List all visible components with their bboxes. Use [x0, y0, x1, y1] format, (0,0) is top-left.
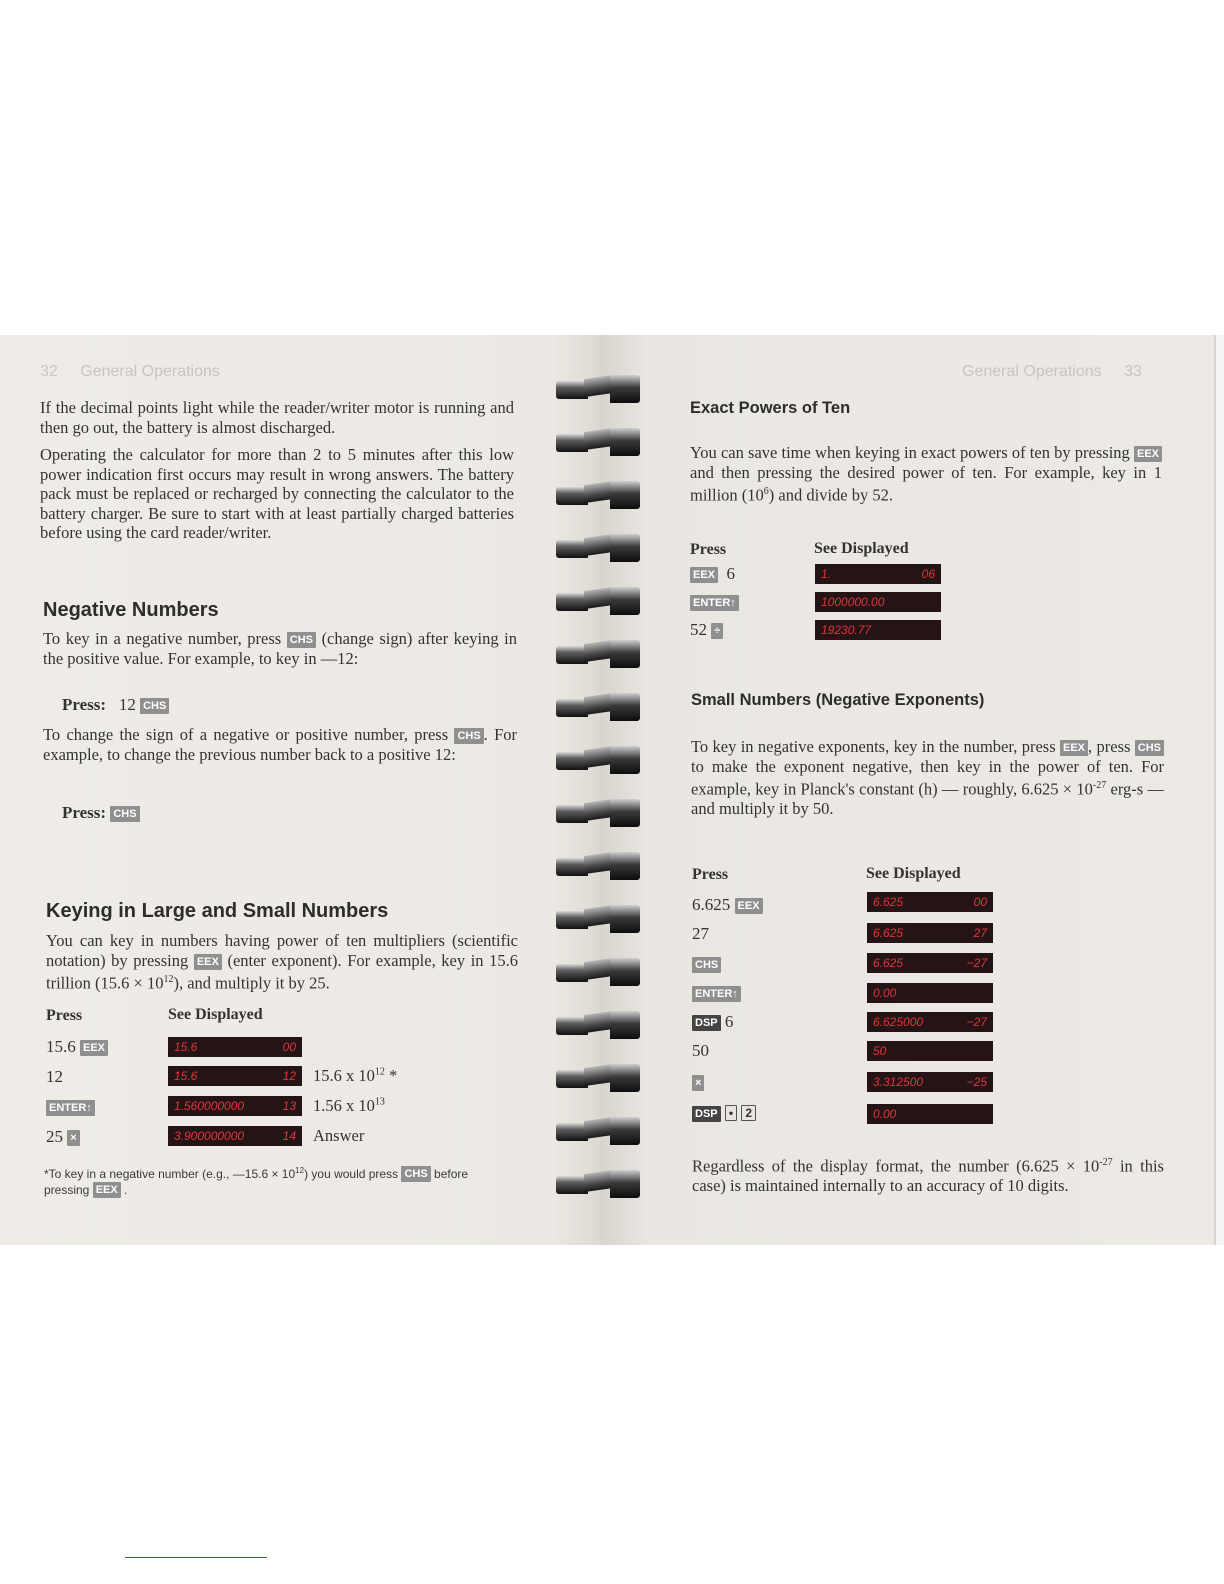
battery-paragraph-2: Operating the calculator for more than 2 to 5 minutes after this low power indication first occurs may result in wrong answers. The battery pack must be replaced or recharged by connecting the calculator to the battery charger. Be sure to start with at least partially charged batteries before using the card reader/writer.	[40, 445, 514, 542]
chs-key: CHS	[401, 1166, 430, 1182]
multiply-key: ×	[692, 1075, 704, 1091]
negative-paragraph-1: To key in a negative number, press CHS (change sign) after keying in the positive value. For example, to key in —12:	[43, 629, 517, 668]
spiral-coil	[556, 905, 642, 935]
eex-key: EEX	[1134, 446, 1162, 462]
calculator-display: 6.625 00	[867, 892, 993, 912]
spiral-coil	[556, 1011, 642, 1041]
row-note: 15.6 x $10^{12}$ *	[313, 1066, 398, 1085]
chs-key: CHS	[140, 698, 169, 714]
spiral-coil	[556, 1170, 642, 1200]
chs-key: CHS	[692, 957, 721, 973]
spiral-coil	[556, 799, 642, 829]
calculator-display: 1. 06	[815, 564, 941, 584]
press-example-1: Press: 12 CHS	[62, 695, 169, 715]
left-running-head	[40, 363, 220, 381]
eex-key: EEX	[194, 954, 222, 970]
eex-key: EEX	[690, 567, 718, 583]
column-header-press: Press	[692, 866, 729, 883]
multiply-key: ×	[67, 1130, 79, 1146]
enter-key: ENTER↑	[690, 595, 739, 611]
left-page: 32 General Operations If the decimal points light while the reader/writer motor is running and then go out, the battery is almost discharged. Operating the calculator for more than 2 to 5 minutes after this low power indication first occurs may result in wrong answers. The battery pack must be replaced or recharged by connecting the calculator to the battery charger. Be sure to start with at least partially charged batteries before using the card reader/writer. Negative Numbers To key in a negative number, press CHS (change sign) after keying in the positive value. For example, to key in —12: Press: 12 CHS To change the sign of a negative or positive number, press CHS . For example, to change the previous number back to a positive 12: Press: CHS Keying in Large and Small Numbers You can key in numbers having power of ten multipliers (scientific notation) by pressing EEX (enter exponent). For example, key in 15.6 trillion $(15.6 \times 10^{12})$, and multiply it by 25. Press See Displayed 15.6 EEX 15.6 00 12 15.6 12 15.6 x $10^{12}$ * ENTER↑ 1.560000000 13 1.56 x $10^{13}$ 25 × 3.900000000 14 Answer *To key in a negative number (e.g., —15.6 × $10^{12}$) you would press CHS before pressing EEX .	[0, 335, 600, 1245]
running-head-text: General Operations	[80, 363, 220, 380]
eex-key: EEX	[80, 1040, 108, 1056]
dsp-key: DSP	[692, 1106, 721, 1122]
small-numbers-paragraph: To key in negative exponents, key in the number, press EEX , press CHS to make the exponent negative, then key in the power of ten. For example, key in Planck's constant (h) — roughly, $6.625 \times 10^{-27}$ erg-s — and multiply it by 50.	[691, 737, 1165, 818]
dsp-key: DSP	[692, 1015, 721, 1031]
calculator-display: 0.00	[867, 983, 993, 1003]
chs-key: CHS	[287, 632, 316, 648]
spiral-coil	[556, 587, 642, 617]
closing-paragraph: Regardless of the display format, the number ($6.625 \times 10^{-27}$ in this case) is maintained internally to an accuracy of 10 digits.	[692, 1156, 1164, 1195]
enter-key: ENTER↑	[46, 1100, 95, 1116]
calculator-display: 1000000.00	[815, 592, 941, 612]
calculator-display: 6.625000 −27	[867, 1012, 993, 1032]
chs-key: CHS	[110, 806, 139, 822]
digit-2-key: 2	[741, 1105, 756, 1121]
large-small-paragraph: You can key in numbers having power of ten multipliers (scientific notation) by pressing EEX (enter exponent). For example, key in 15.6 trillion $(15.6 \times 10^{12})$, and multiply it by 25.	[46, 931, 519, 993]
spiral-coil	[556, 534, 642, 564]
column-header-display: See Displayed	[168, 1006, 263, 1023]
book-spread	[0, 335, 1224, 1245]
section-heading-small-numbers: Small Numbers (Negative Exponents)	[691, 691, 985, 709]
spiral-coil	[556, 375, 642, 405]
calculator-display: 19230.77	[815, 620, 941, 640]
spiral-coil	[556, 481, 642, 511]
row-note: Answer	[313, 1126, 365, 1145]
calculator-display: 6.625 −27	[867, 953, 993, 973]
right-running-head	[962, 363, 1142, 381]
page-edge	[1214, 335, 1224, 1245]
section-heading-exact-powers: Exact Powers of Ten	[690, 399, 851, 417]
spiral-coil	[556, 693, 642, 723]
battery-paragraph-1: If the decimal points light while the reader/writer motor is running and then go out, the battery is almost discharged.	[40, 398, 514, 437]
calculator-display: 3.900000000 14	[168, 1126, 302, 1146]
exact-powers-paragraph: You can save time when keying in exact powers of ten by pressing EEX and then pressing the desired power of ten. For example, key in 1 million $(10^6)$ and divide by 52.	[690, 443, 1162, 505]
calculator-display: 15.6 12	[168, 1066, 302, 1086]
column-header-display: See Displayed	[866, 865, 961, 882]
enter-key: ENTER↑	[692, 986, 741, 1002]
row-note: 1.56 x $10^{13}$	[313, 1096, 385, 1115]
calculator-display: 3.312500 −25	[867, 1072, 993, 1092]
column-header-press: Press	[690, 541, 727, 558]
spiral-coil	[556, 428, 642, 458]
calculator-display: 6.625 27	[867, 923, 993, 943]
eex-key: EEX	[93, 1182, 121, 1198]
spiral-coil	[556, 958, 642, 988]
hyperlink-underline[interactable]	[125, 1557, 267, 1558]
page-number: 33	[1124, 363, 1142, 380]
divide-key: ÷	[711, 623, 723, 639]
calculator-display: 15.6 00	[168, 1037, 302, 1057]
eex-key: EEX	[1060, 740, 1088, 756]
negative-paragraph-2: To change the sign of a negative or positive number, press CHS . For example, to change the previous number back to a positive 12:	[43, 725, 518, 764]
press-example-2: Press: CHS	[62, 803, 140, 823]
spiral-coil	[556, 852, 642, 882]
calculator-display: 0.00	[867, 1104, 993, 1124]
spiral-coil	[556, 1117, 642, 1147]
column-header-display: See Displayed	[814, 540, 909, 557]
spiral-coil	[556, 746, 642, 776]
right-page: General Operations 33 Exact Powers of Ten You can save time when keying in exact powers of ten by pressing EEX and then pressing the desired power of ten. For example, key in 1 million $(10^6)$ and divide by 52. Press See Displayed EEX 6 1. 06 ENTER↑ 1000000.00 52 ÷ 19230.77 Small Numbers (Negative Exponents) To key in negative exponents, key in the number, press EEX , press CHS to make the exponent negative, then key in the power of ten. For example, key in Planck's constant (h) — roughly, $6.625 \times 10^{-27}$ erg-s — and multiply it by 50. Press See Displayed 6.625 EEX 6.625 00 27 6.625 27 CHS 6.625 −27 ENTER↑ 0.00 DSP 6 6.625000 −27 50 50 × 3.312500 −25 DSP • 2 0.00 Regardless of the display format, the number ($6.625 \times 10^{-27}$ in this case) is maintained internally to an accuracy of 10 digits.	[600, 335, 1214, 1245]
column-header-press: Press	[46, 1007, 83, 1024]
calculator-display: 50	[867, 1041, 993, 1061]
page-number: 32	[40, 363, 58, 380]
eex-key: EEX	[735, 898, 763, 914]
spiral-coil	[556, 640, 642, 670]
chs-key: CHS	[1135, 740, 1164, 756]
decimal-point-key: •	[725, 1105, 737, 1121]
calculator-display: 1.560000000 13	[168, 1096, 302, 1116]
section-heading-negative: Negative Numbers	[43, 599, 219, 621]
chs-key: CHS	[454, 728, 483, 744]
spiral-coil	[556, 1064, 642, 1094]
section-heading-large-small: Keying in Large and Small Numbers	[46, 900, 389, 922]
running-head-text: General Operations	[962, 363, 1102, 380]
footnote: *To key in a negative number (e.g., —15.6 × $10^{12}$) you would press CHS before pressing EEX .	[44, 1166, 469, 1197]
